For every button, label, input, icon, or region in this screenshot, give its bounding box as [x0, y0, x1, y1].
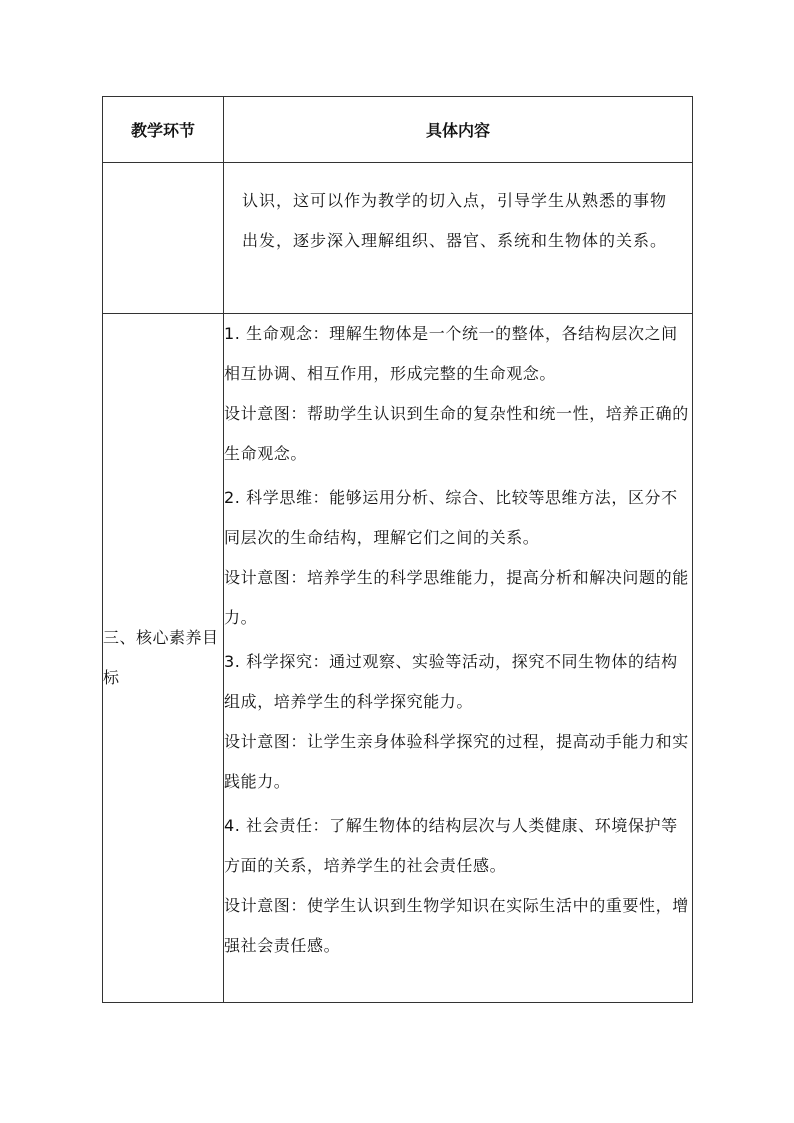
continuation-stage-cell [103, 163, 224, 314]
goal-text: 3. 科学探究：通过观察、实验等活动，探究不同生物体的结构组成，培养学生的科学探究能力。 [224, 652, 678, 711]
continuation-content-cell [224, 163, 693, 314]
goal-item [224, 314, 692, 474]
design-intent-text: 设计意图：帮助学生认识到生命的复杂性和统一性，培养正确的生命观念。 [224, 404, 689, 463]
goal-item [224, 806, 692, 966]
continuation-text: 认识，这可以作为教学的切入点，引导学生从熟悉的事物出发，逐步深入理解组织、器官、系统和生物体的关系。 [242, 191, 668, 250]
goal-item [224, 642, 692, 802]
table-row-continuation [103, 163, 693, 314]
design-intent-text: 设计意图：培养学生的科学思维能力，提高分析和解决问题的能力。 [224, 568, 689, 627]
table-header-row [103, 97, 693, 163]
goal-text: 4. 社会责任：了解生物体的结构层次与人类健康、环境保护等方面的关系，培养学生的社会责任感。 [224, 816, 678, 875]
lesson-plan-table [102, 96, 693, 1003]
design-intent-text: 设计意图：使学生认识到生物学知识在实际生活中的重要性，增强社会责任感。 [224, 896, 689, 955]
core-literacy-label: 三、核心素养目标 [103, 314, 224, 1003]
design-intent-text: 设计意图：让学生亲身体验科学探究的过程，提高动手能力和实践能力。 [224, 732, 689, 791]
goal-item [224, 478, 692, 638]
header-specific-content: 具体内容 [224, 97, 693, 163]
goal-text: 1. 生命观念：理解生物体是一个统一的整体，各结构层次之间相互协调、相互作用，形成完整的生命观念。 [224, 324, 678, 383]
header-teaching-stage: 教学环节 [103, 97, 224, 163]
core-literacy-content [224, 314, 693, 1003]
table-row-core-literacy [103, 314, 693, 1003]
goal-text: 2. 科学思维：能够运用分析、综合、比较等思维方法，区分不同层次的生命结构，理解它们之间的关系。 [224, 488, 678, 547]
